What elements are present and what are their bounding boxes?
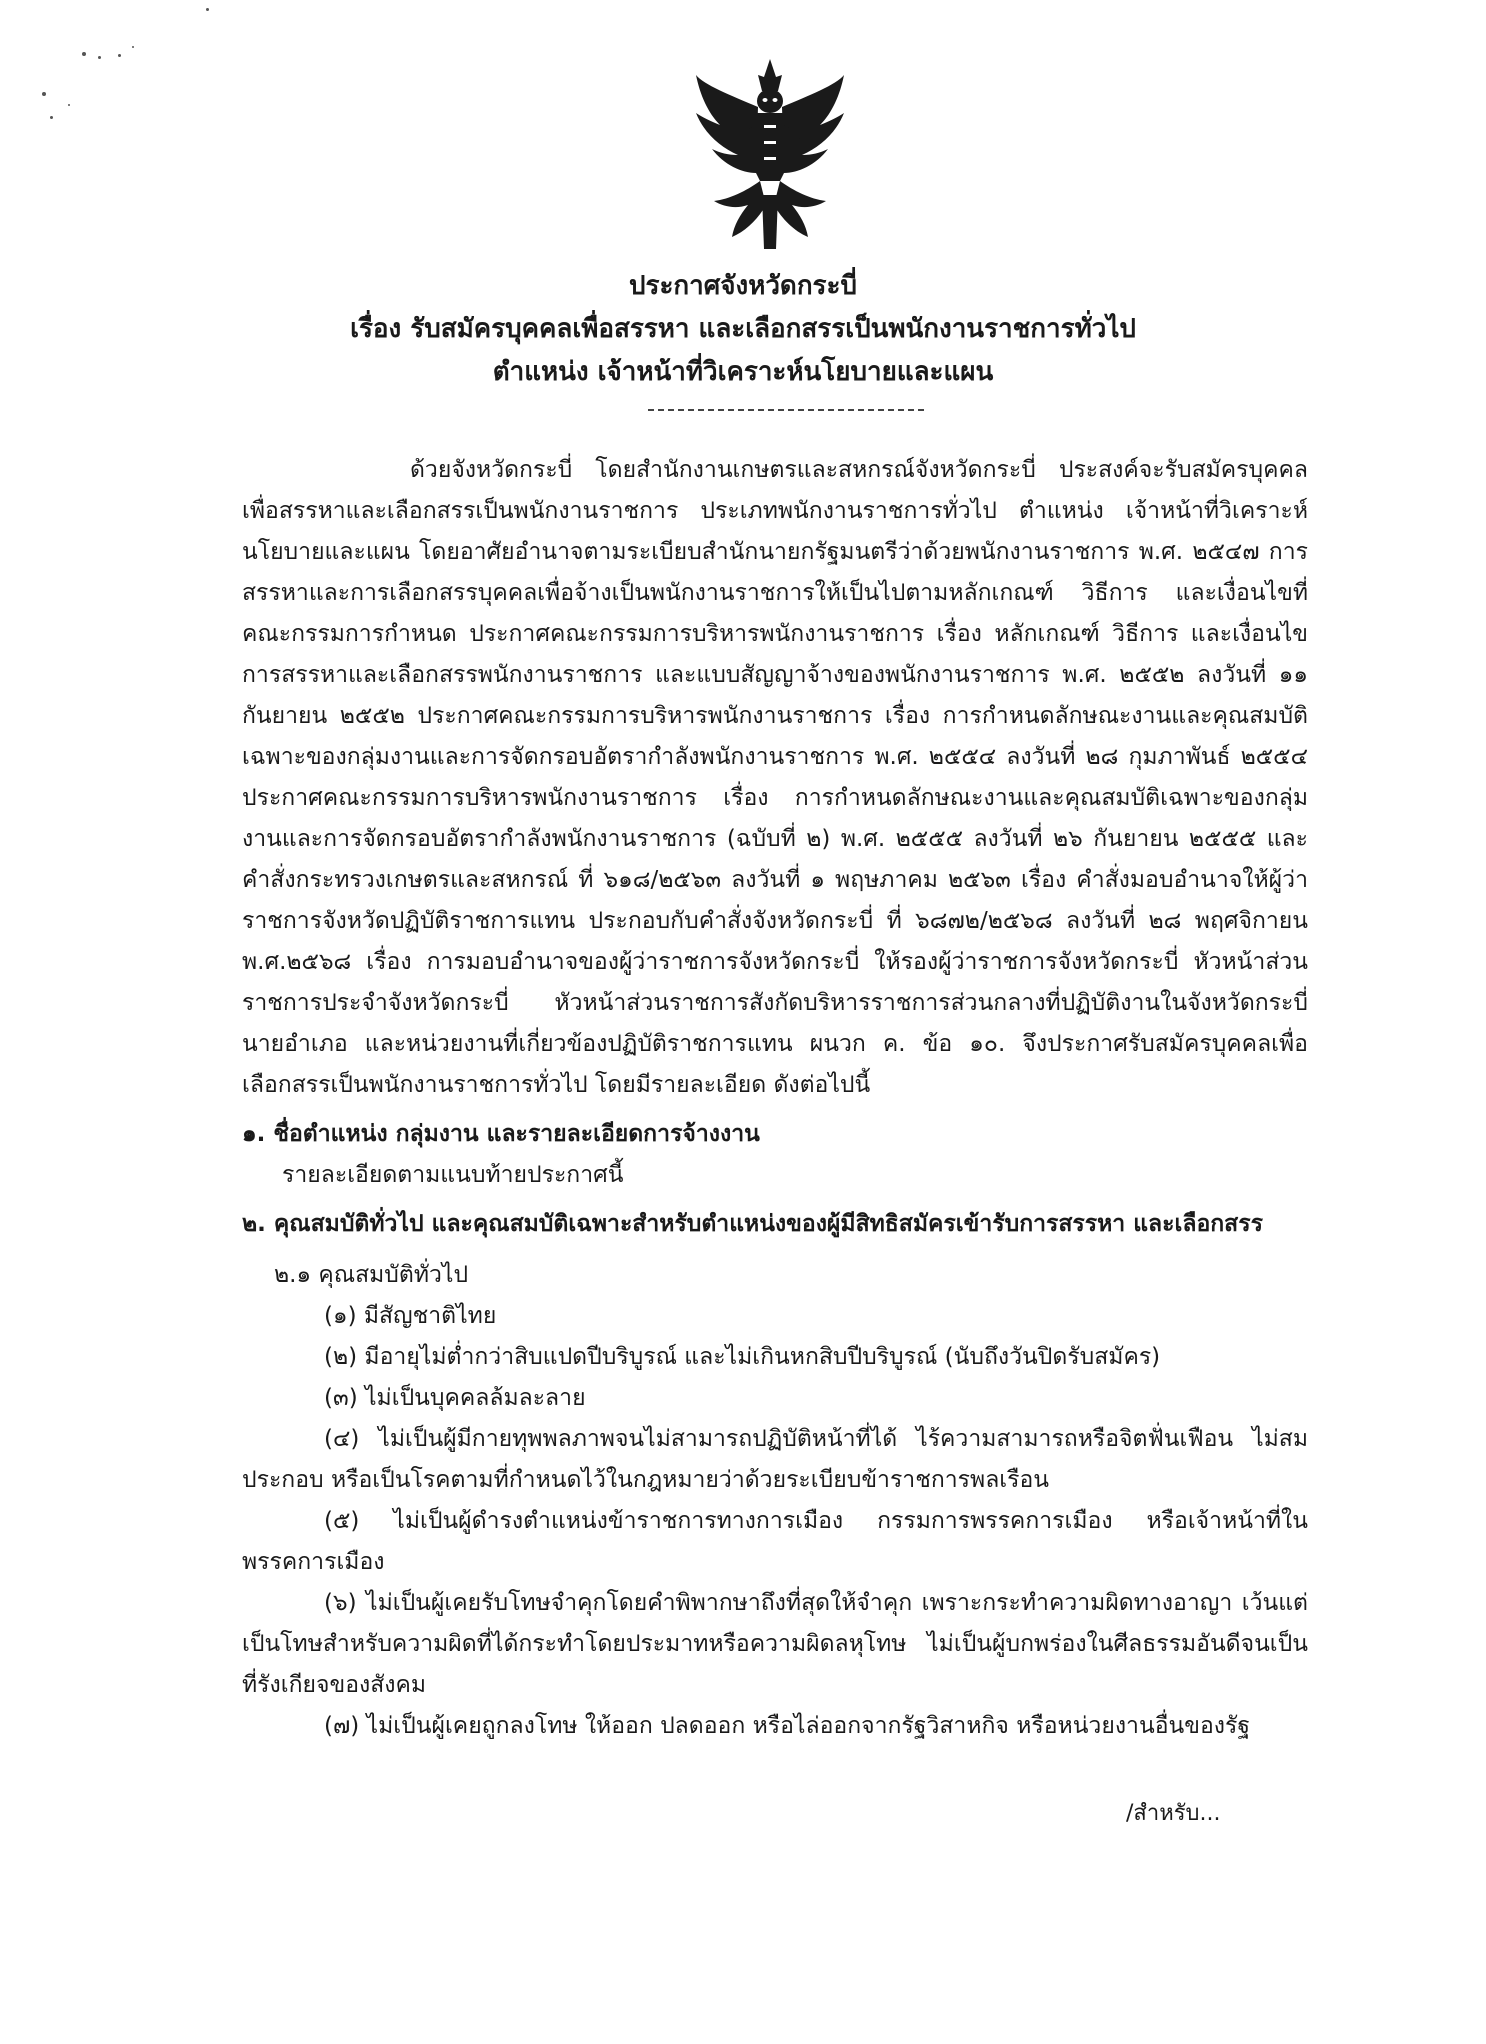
section-1-heading: ๑. ชื่อตำแหน่ง กลุ่มงาน และรายละเอียดการจ้างงาน — [242, 1121, 760, 1147]
qualification-item: (๓) ไม่เป็นบุคคลล้มละลาย — [324, 1385, 586, 1411]
announcement-title: ประกาศจังหวัดกระบี่ — [628, 271, 857, 301]
qualification-item: (๗) ไม่เป็นผู้เคยถูกลงโทษ ให้ออก ปลดออก หรือไล่ออกจากรัฐวิสาหกิจ หรือหน่วยงานอื่นของรัฐ — [324, 1713, 1251, 1739]
section-2-heading: ๒. คุณสมบัติทั่วไป และคุณสมบัติเฉพาะสำหรับตำแหน่งของผู้มีสิทธิสมัครเข้ารับการสรรหา และเลือกสรร — [242, 1211, 1263, 1237]
announcement-body — [242, 450, 1308, 1747]
section-1-detail: รายละเอียดตามแนบท้ายประกาศนี้ — [282, 1162, 624, 1188]
section-2-1-heading: ๒.๑ คุณสมบัติทั่วไป — [274, 1262, 469, 1288]
qualification-item: (๔) ไม่เป็นผู้มีกายทุพพลภาพจนไม่สามารถปฏิบัติหน้าที่ได้ ไร้ความสามารถหรือจิตฟั่นเฟือน ไม่สมประกอบ หรือเป็นโรคตามที่กำหนดไว้ในกฎหมายว่าด้วยระเบียบข้าราชการพลเรือน — [242, 1426, 1308, 1493]
title-divider — [648, 409, 924, 411]
qualification-item: (๒) มีอายุไม่ต่ำกว่าสิบแปดปีบริบูรณ์ และไม่เกินหกสิบปีบริบูรณ์ (นับถึงวันปิดรับสมัคร) — [324, 1344, 1161, 1370]
garuda-emblem-icon — [690, 55, 850, 251]
announcement-position: ตำแหน่ง เจ้าหน้าที่วิเคราะห์นโยบายและแผน — [492, 357, 994, 387]
qualification-item: (๖) ไม่เป็นผู้เคยรับโทษจำคุกโดยคำพิพากษาถึงที่สุดให้จำคุก เพราะกระทำความผิดทางอาญา เว้นแต่เป็นโทษสำหรับความผิดที่ได้กระทำโดยประมาทหรือความผิดลหุโทษ ไม่เป็นผู้บกพร่องในศีลธรรมอันดีจนเป็นที่รังเกียจของสังคม — [242, 1590, 1308, 1698]
scan-speck — [82, 52, 86, 56]
qualification-item: (๕) ไม่เป็นผู้ดำรงตำแหน่งข้าราชการทางการเมือง กรรมการพรรคการเมือง หรือเจ้าหน้าที่ในพรรคการเมือง — [242, 1508, 1308, 1575]
qualification-item: (๑) มีสัญชาติไทย — [324, 1303, 497, 1329]
intro-paragraph: ด้วยจังหวัดกระบี่ โดยสำนักงานเกษตรและสหกรณ์จังหวัดกระบี่ ประสงค์จะรับสมัครบุคคลเพื่อสรรหาและเลือกสรรเป็นพนักงานราชการ ประเภทพนักงานราชการทั่วไป ตำแหน่ง เจ้าหน้าที่วิเคราะห์นโยบายและแผน โดยอาศัยอำนาจตามระเบียบสำนักนายกรัฐมนตรีว่าด้วยพนักงานราชการ พ.ศ. ๒๕๔๗ การสรรหาและการเลือกสรรบุคคลเพื่อจ้างเป็นพนักงานราชการให้เป็นไปตามหลักเกณฑ์ วิธีการ และเงื่อนไขที่คณะกรรมการกำหนด ประกาศคณะกรรมการบริหารพนักงานราชการ เรื่อง หลักเกณฑ์ วิธีการ และเงื่อนไขการสรรหาและเลือกสรรพนักงานราชการ และแบบสัญญาจ้างของพนักงานราชการ พ.ศ. ๒๕๕๒ ลงวันที่ ๑๑ กันยายน ๒๕๕๒ ประกาศคณะกรรมการบริหารพนักงานราชการ เรื่อง การกำหนดลักษณะงานและคุณสมบัติเฉพาะของกลุ่มงานและการจัดกรอบอัตรากำลังพนักงานราชการ พ.ศ. ๒๕๕๔ ลงวันที่ ๒๘ กุมภาพันธ์ ๒๕๕๔ ประกาศคณะกรรมการบริหารพนักงานราชการ เรื่อง การกำหนดลักษณะงานและคุณสมบัติเฉพาะของกลุ่มงานและการจัดกรอบอัตรากำลังพนักงานราชการ (ฉบับที่ ๒) พ.ศ. ๒๕๕๕ ลงวันที่ ๒๖ กันยายน ๒๕๕๕ และคำสั่งกระทรวงเกษตรและสหกรณ์ ที่ ๖๑๘/๒๕๖๓ ลงวันที่ ๑ พฤษภาคม ๒๕๖๓ เรื่อง คำสั่งมอบอำนาจให้ผู้ว่าราชการจังหวัดปฏิบัติราชการแทน ประกอบกับคำสั่งจังหวัดกระบี่ ที่ ๖๘๗๒/๒๕๖๘ ลงวันที่ ๒๘ พฤศจิกายน พ.ศ.๒๕๖๘ เรื่อง การมอบอำนาจของผู้ว่าราชการจังหวัดกระบี่ ให้รองผู้ว่าราชการจังหวัดกระบี่ หัวหน้าส่วนราชการประจำจังหวัดกระบี่ หัวหน้าส่วนราชการสังกัดบริหารราชการส่วนกลางที่ปฏิบัติงานในจังหวัดกระบี่ นายอำเภอ และหน่วยงานที่เกี่ยวข้องปฏิบัติราชการแทน ผนวก ค. ข้อ ๑๐. จึงประกาศรับสมัครบุคคลเพื่อเลือกสรรเป็นพนักงานราชการทั่วไป โดยมีรายละเอียด ดังต่อไปนี้ — [242, 457, 1308, 1098]
scan-speck — [132, 46, 134, 48]
scan-speck — [50, 116, 53, 119]
announcement-subject: เรื่อง รับสมัครบุคคลเพื่อสรรหา และเลือกสรรเป็นพนักงานราชการทั่วไป — [350, 314, 1136, 344]
scan-speck — [118, 54, 121, 57]
scan-speck — [68, 104, 70, 106]
scan-speck — [98, 56, 101, 59]
continuation-note: /สำหรับ... — [1126, 1801, 1221, 1826]
scan-speck — [206, 8, 209, 11]
scan-speck — [42, 92, 46, 96]
